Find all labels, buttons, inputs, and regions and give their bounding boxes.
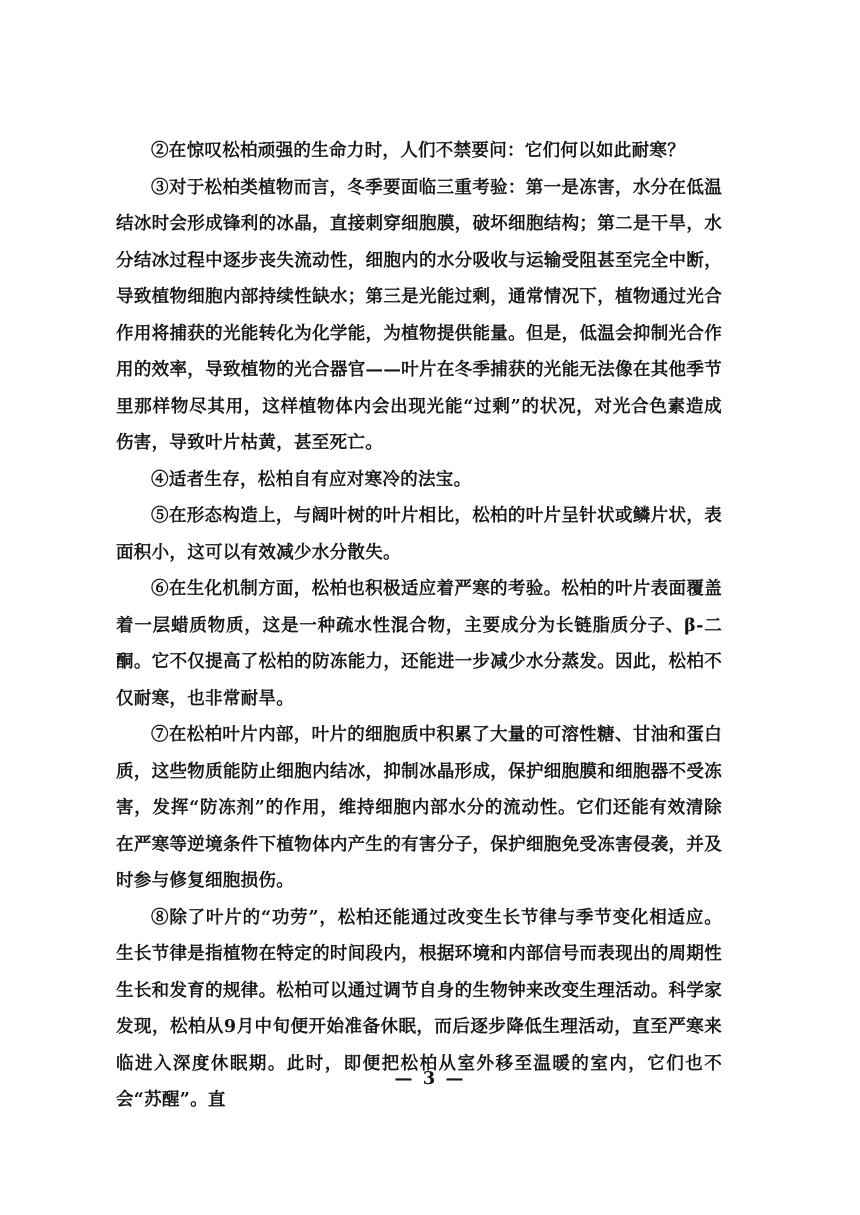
paragraph-8: ⑧除了叶片的“功劳”，松柏还能通过改变生长节律与季节变化相适应。生长节律是指植物在特定的时间段内，根据环境和内部信号而表现出的周期性生长和发育的规律。松柏可以通过调节自身的生物钟来改变生理活动。科学家发现，松柏从9月中旬便开始准备休眠，而后逐步降低生理活动，直至严寒来临进入深度休眠期。此时，即便把松柏从室外移至温暖的室内，它们也不会“苏醒”。直 <box>116 907 722 1110</box>
paragraph-4: ④适者生存，松柏自有应对寒冷的法宝。 <box>151 469 472 490</box>
page-number: — 3 — <box>394 1068 466 1089</box>
article-body <box>116 133 722 1119</box>
paragraph-7: ⑦在松柏叶片内部，叶片的细胞质中积累了大量的可溶性糖、甘油和蛋白质，这些物质能防止细胞内结冰，抑制冰晶形成，保护细胞膜和细胞器不受冻害，发挥“防冻剂”的作用，维持细胞内部水分的流动性。它们还能有效清除在严寒等逆境条件下植物体内产生的有害分子，保护细胞免受冻害侵袭，并及时参与修复细胞损伤。 <box>116 725 722 891</box>
paragraph-5: ⑤在形态构造上，与阔叶树的叶片相比，松柏的叶片呈针状或鳞片状，表面积小，这可以有效减少水分散失。 <box>116 506 722 563</box>
paragraph-2: ②在惊叹松柏顽强的生命力时，人们不禁要问：它们何以如此耐寒？ <box>151 141 685 161</box>
paragraph-3: ③对于松柏类植物而言，冬季要面临三重考验：第一是冻害，水分在低温结冰时会形成锋利的冰晶，直接刺穿细胞膜，破坏细胞结构；第二是干旱，水分结冰过程中逐步丧失流动性，细胞内的水分吸收与运输受阻甚至完全中断，导致植物细胞内部持续性缺水；第三是光能过剩，通常情况下，植物通过光合作用将捕获的光能转化为化学能，为植物提供能量。但是，低温会抑制光合作用的效率，导致植物的光合器官——叶片在冬季捕获的光能无法像在其他季节里那样物尽其用，这样植物体内会出现光能“过剩”的状况，对光合色素造成伤害，导致叶片枯黄，甚至死亡。 <box>116 177 722 453</box>
paragraph-6: ⑥在生化机制方面，松柏也积极适应着严寒的考验。松柏的叶片表面覆盖着一层蜡质物质，这是一种疏水性混合物，主要成分为长链脂质分子、β-二酮。它不仅提高了松柏的防冻能力，还能进一步减少水分蒸发。因此，松柏不仅耐寒，也非常耐旱。 <box>116 579 722 709</box>
